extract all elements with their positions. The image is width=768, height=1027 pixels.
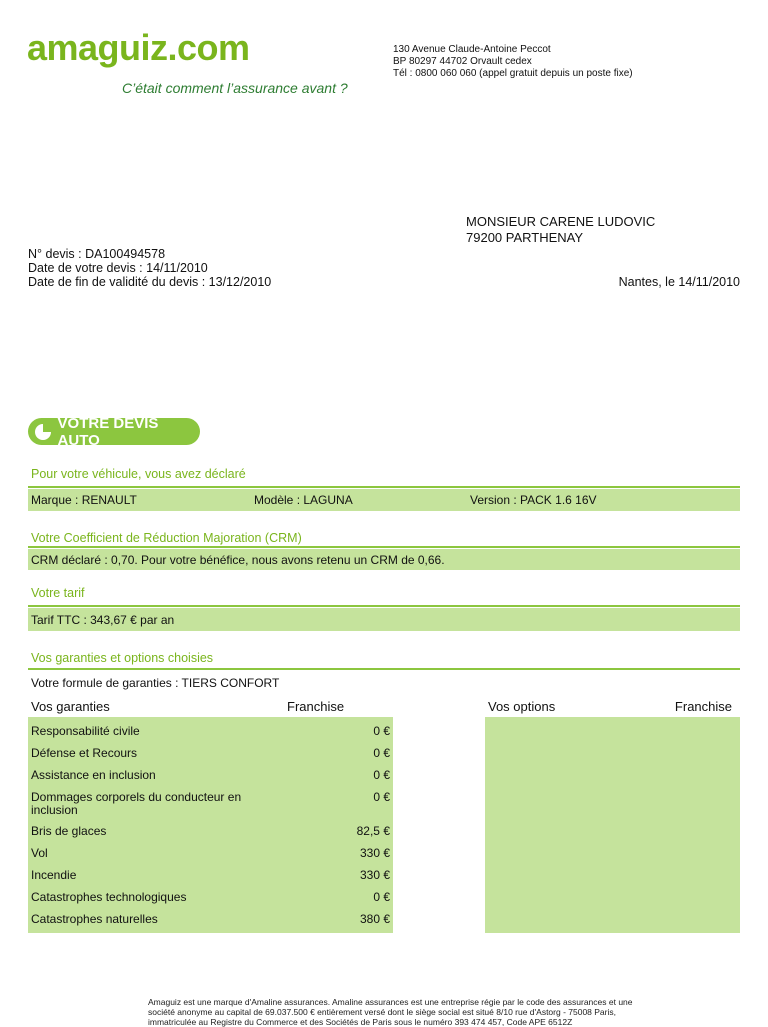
guarantee-franchise: 0 € [373, 790, 390, 804]
guarantees-column-header: Vos garanties [31, 699, 110, 714]
guarantee-franchise: 82,5 € [356, 824, 390, 838]
franchise-column-header: Franchise [287, 699, 345, 714]
options-franchise-column-header: Franchise [674, 699, 732, 714]
recipient-city: 79200 PARTHENAY [466, 230, 584, 245]
badge-label: VOTRE DEVIS AUTO [57, 414, 159, 449]
options-column-header: Vos options [488, 699, 556, 714]
crm-text: CRM déclaré : 0,70. Pour votre bénéfice, nous avons retenu un CRM de 0,66. [31, 552, 445, 567]
company-address [393, 44, 633, 80]
vehicle-section-title: Pour votre véhicule, vous avez déclaré [31, 467, 246, 481]
divider [28, 546, 740, 548]
guarantee-franchise: 0 € [373, 746, 390, 760]
guarantees-section-title: Vos garanties et options choisies [31, 651, 214, 665]
tarif-row [28, 608, 740, 631]
guarantees-formula: Votre formule de garanties : TIERS CONFORT [31, 676, 280, 690]
place-date: Nantes, le 14/11/2010 [618, 275, 740, 289]
recipient-block [466, 214, 655, 246]
logo-wordmark: amaguiz.com [27, 27, 250, 68]
guarantee-franchise: 330 € [359, 868, 390, 882]
car-icon [35, 424, 51, 440]
guarantee-label: Catastrophes naturelles [31, 912, 158, 926]
quote-badge [28, 414, 200, 449]
divider [28, 605, 740, 607]
quote-date: Date de votre devis : 14/11/2010 [28, 261, 208, 275]
guarantee-label: Défense et Recours [31, 746, 138, 760]
guarantee-franchise: 0 € [373, 724, 390, 738]
guarantees-table [28, 717, 393, 933]
quote-number: N° devis : DA100494578 [28, 247, 166, 261]
guarantee-franchise: 380 € [359, 912, 390, 926]
tarif-section-title: Votre tarif [31, 586, 85, 600]
vehicle-version: Version : PACK 1.6 16V [470, 493, 597, 507]
address-line-3: Tél : 0800 060 060 (appel gratuit depuis un poste fixe) [393, 68, 633, 79]
guarantee-label: Dommages corporels du conducteur en inclusion [31, 790, 242, 817]
tarif-text: Tarif TTC : 343,67 € par an [31, 612, 175, 627]
address-line-2: BP 80297 44702 Orvault cedex [393, 56, 532, 67]
guarantee-label: Responsabilité civile [31, 724, 140, 738]
guarantee-franchise: 0 € [373, 768, 390, 782]
guarantee-franchise: 0 € [373, 890, 390, 904]
guarantee-label: Vol [31, 846, 48, 860]
guarantee-label: Incendie [31, 868, 77, 882]
guarantee-label: Assistance en inclusion [31, 768, 156, 782]
logo-tagline: C’était comment l’assurance avant ? [122, 80, 348, 96]
vehicle-row [28, 489, 740, 511]
guarantee-franchise: 330 € [359, 846, 390, 860]
crm-row [28, 549, 740, 570]
guarantee-label: Bris de glaces [31, 824, 107, 838]
divider [28, 486, 740, 488]
quote-info [28, 247, 271, 289]
company-logo [27, 27, 348, 100]
guarantee-label: Catastrophes technologiques [31, 890, 187, 904]
quote-validity: Date de fin de validité du devis : 13/12/2010 [28, 275, 272, 289]
divider [28, 668, 740, 670]
recipient-name: MONSIEUR CARENE LUDOVIC [466, 214, 656, 229]
vehicle-make: Marque : RENAULT [31, 493, 137, 507]
vehicle-model: Modèle : LAGUNA [254, 493, 353, 507]
crm-section-title: Votre Coefficient de Réduction Majoration (CRM) [31, 531, 302, 545]
legal-footer: Amaguiz est une marque d'Amaline assurances. Amaline assurances est une entreprise régie par le code des assurances et une société anonyme au capital de 69.037.500 € entièrement versé dont le siège social est situé 8/10 rue d'Astorg - 75008 Paris, immatriculée au Registre du Commerce et des Sociétés de Paris sous le numéro 393 474 457, Code APE 6512Z [148, 997, 633, 1027]
address-line-1: 130 Avenue Claude-Antoine Peccot [393, 44, 551, 55]
options-table [485, 717, 740, 933]
